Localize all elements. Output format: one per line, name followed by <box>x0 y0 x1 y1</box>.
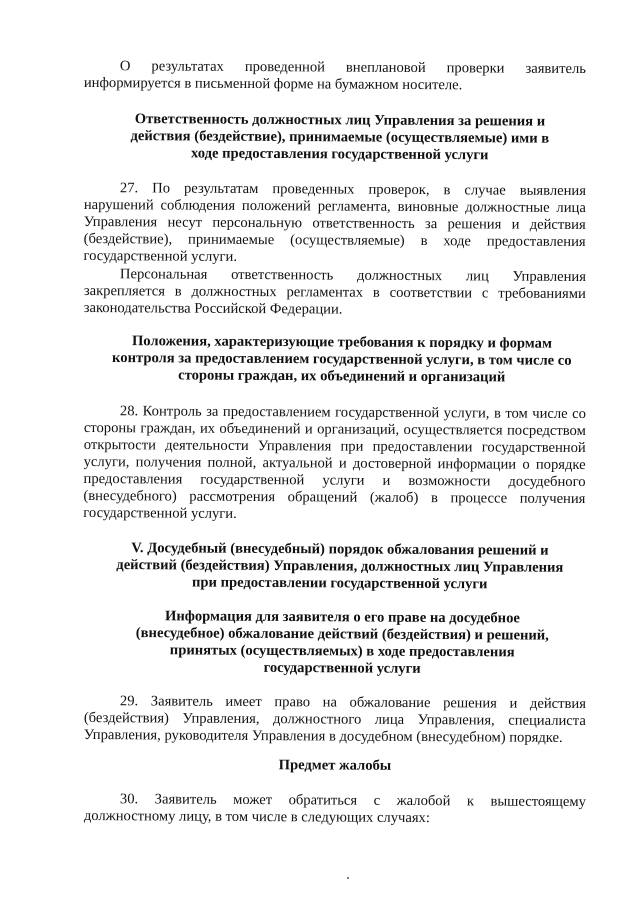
heading-control-requirements: Положения, характеризующие требования к порядку и формам контроля за предоставлением государственной услуги, в том числе со стороны граждан, их объединений и организаций <box>112 333 572 386</box>
paragraph-inspection-result: О результатах проведенной внеплановой проверки заявитель информируется в письменной форме на бумажном носителе. <box>83 58 586 94</box>
paragraph-27: 27. По результатам проведенных проверок, в случае выявления нарушений соблюдения положений регламента, виновные должностные лица Управления несут персональную ответственность за решения и действия (бездействие), принимаемые (осуществляемые) в ходе предоставления государственной услуги. <box>83 180 586 265</box>
scan-speck <box>347 877 349 879</box>
paragraph-30: 30. Заявитель может обратиться с жалобой к вышестоящему должностному лицу, в том числе в следующих случаях: <box>83 791 586 827</box>
heading-official-responsibility: Ответственность должностных лиц Управления за решения и действия (бездействие), принимаемые (осуществляемые) ими в ходе предоставления государственной услуги <box>130 111 550 164</box>
heading-section-v: V. Досудебный (внесудебный) порядок обжалования решений и действий (бездействия) Управления, должностных лиц Управления при предоставлении государственной услуги <box>116 540 564 593</box>
paragraph-28: 28. Контроль за предоставлением государственной услуги, в том числе со стороны граждан, их объединений и организаций, осуществляется посредством открытости деятельности Управления при предоставлении государственной услуги, получения полной, актуальной и достоверной информации о порядке предоставления государственной услуги и возможности досудебного (внесудебного) рассмотрения обращений (жалоб) в процессе получения государственной услуги. <box>83 403 586 522</box>
paragraph-27-personal-responsibility: Персональная ответственность должностных лиц Управления закрепляется в должностных регламентах в соответствии с требованиями законодательства Российской Федерации. <box>83 266 586 318</box>
heading-complaint-subject: Предмет жалобы <box>278 757 392 774</box>
heading-appeal-information: Информация для заявителя о его праве на досудебное (внесудебное) обжалование действий (бездействия) и решений, принятых (осуществляемых) в ходе предоставления государственной услуги <box>135 608 549 677</box>
paragraph-29: 29. Заявитель имеет право на обжалование решения и действия (бездействия) Управления, должностного лица Управления, специалиста Управления, руководителя Управления в досудебном (внесудебном) порядке. <box>83 693 586 746</box>
